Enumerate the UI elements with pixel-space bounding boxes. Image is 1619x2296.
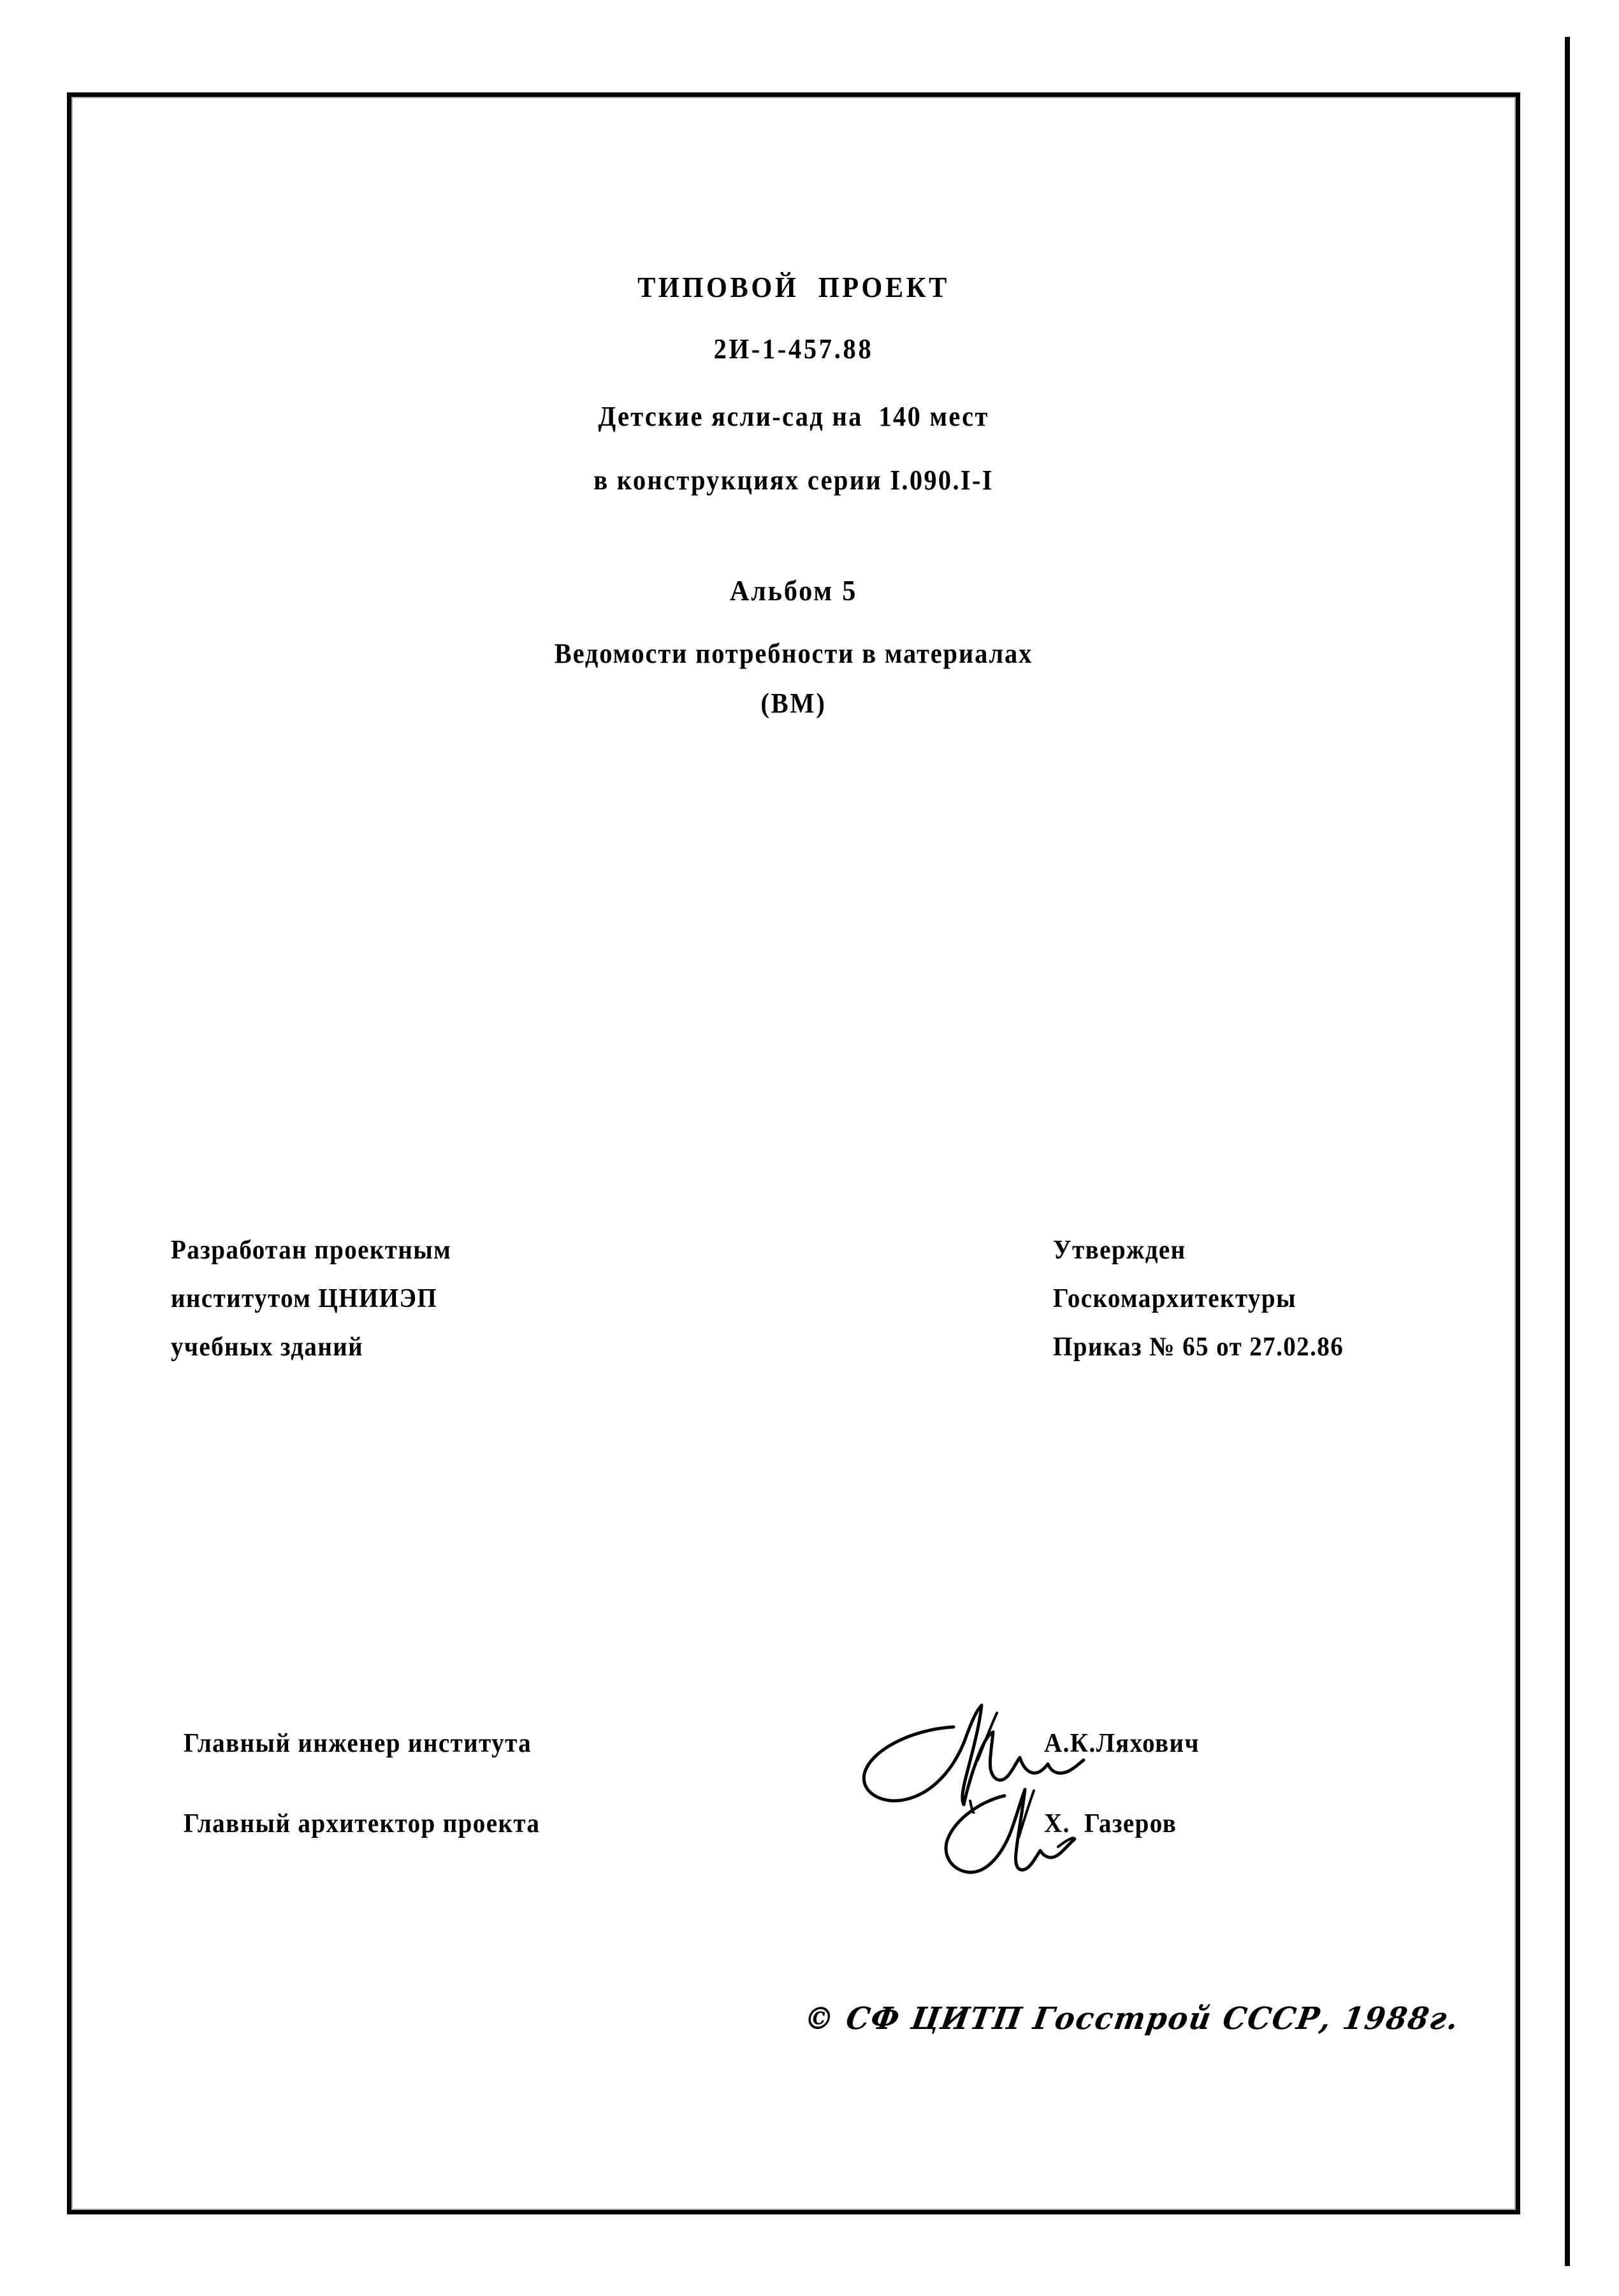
right-edge-rule	[1565, 37, 1570, 2266]
series-line: в конструкциях серии I.090.I-I	[593, 465, 994, 496]
object-title: Детские ясли-сад на 140 мест	[598, 401, 989, 432]
approval-order-line: Приказ № 65 от 27.02.86	[1053, 1332, 1344, 1362]
signature-name-engineer: А.К.Ляхович	[1044, 1729, 1200, 1758]
document-type-label: ТИПОВОЙ ПРОЕКТ	[637, 271, 950, 303]
developer-line-2: институтом ЦНИИЭП	[171, 1284, 438, 1313]
album-description: Ведомости потребности в материалах	[554, 638, 1033, 669]
copyright-note: © СФ ЦИТП Госстрой СССР, 1988г.	[801, 2001, 1462, 2037]
album-abbreviation: (ВМ)	[760, 688, 827, 719]
album-label: Альбом 5	[729, 574, 858, 607]
signature-row-engineer	[184, 1728, 1331, 1787]
developer-block	[171, 1226, 451, 1371]
signature-row-architect	[184, 1809, 1331, 1867]
signature-role-engineer: Главный инженер института	[184, 1729, 532, 1758]
project-code: 2И-1-457.88	[713, 333, 874, 365]
developer-line-3: учебных зданий	[171, 1332, 364, 1362]
developer-line-1: Разработан проектным	[171, 1236, 452, 1265]
approval-line-2: Госкомархитектуры	[1053, 1284, 1296, 1313]
signature-role-architect: Главный архитектор проекта	[184, 1809, 541, 1838]
signature-name-architect: Х. Газеров	[1044, 1809, 1177, 1838]
approval-block	[1053, 1226, 1344, 1371]
approval-line-1: Утвержден	[1053, 1236, 1186, 1265]
